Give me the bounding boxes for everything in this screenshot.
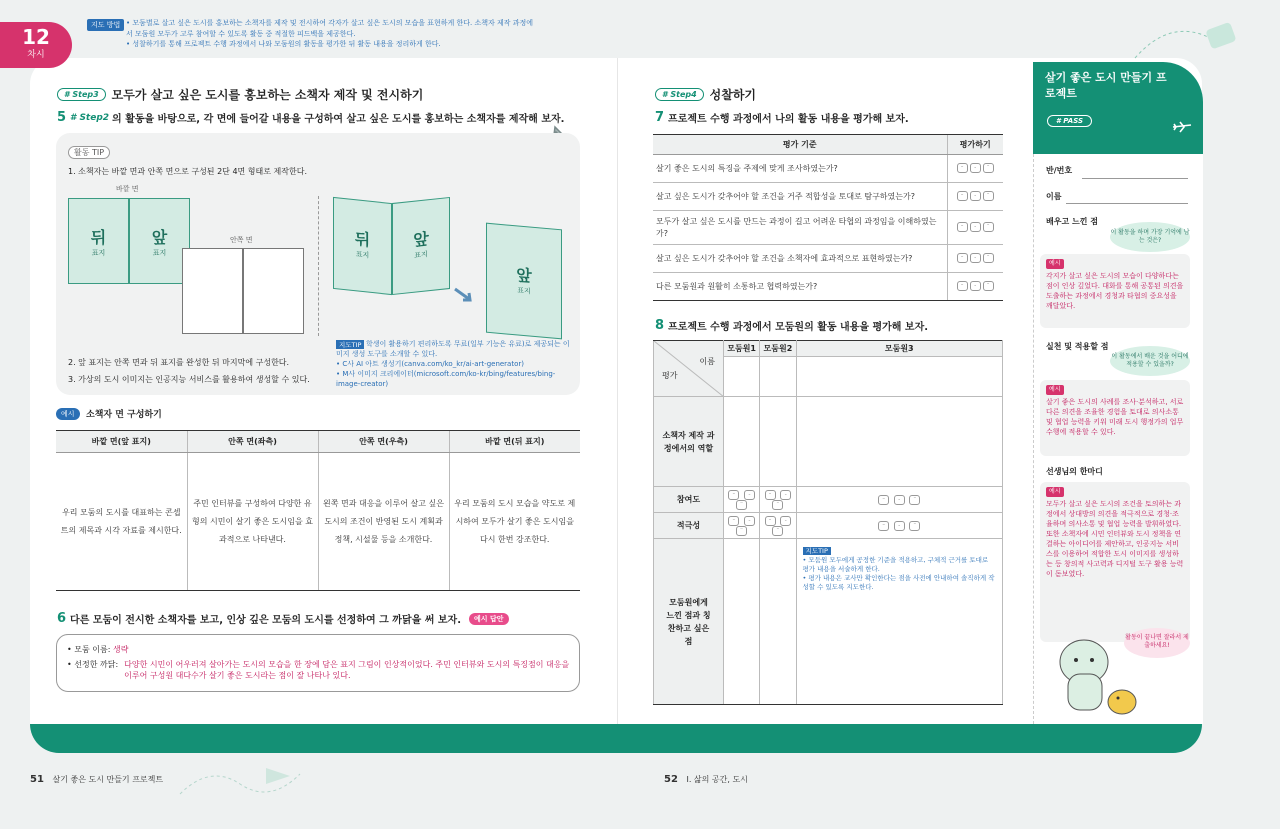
peer-tip-line: • 모둠원 모두에게 공정한 기준을 적용하고, 구체적 근거를 토대로 평가 내용을 서술하게 한다. [802, 556, 989, 573]
left-page-number: 51 [30, 774, 44, 785]
inner-right-diagram [243, 248, 304, 334]
face-icon[interactable]: - [970, 281, 981, 291]
member-name-cell[interactable] [760, 357, 796, 397]
face-icon[interactable]: ᵕ [728, 490, 739, 500]
teacher-tag: 예시 [1046, 487, 1064, 497]
class-input-line[interactable] [1082, 178, 1188, 179]
question-8 [655, 318, 928, 333]
learned-label: 배우고 느낀 점 [1046, 217, 1098, 226]
peer-tip-tag: 지도TIP [803, 547, 831, 555]
tip-line-2: 2. 앞 표지는 안쪽 면과 뒤 표지를 완성한 뒤 마지막에 구성한다. [68, 358, 290, 367]
rating-faces[interactable] [724, 513, 760, 539]
answer-cell[interactable] [760, 539, 796, 705]
q5-step-ref: # Step2 [70, 112, 110, 123]
face-icon[interactable]: - [744, 490, 755, 500]
face-icon[interactable]: ᵔ [983, 281, 994, 291]
practice-tag: 예시 [1046, 385, 1064, 395]
face-icon[interactable]: - [780, 516, 791, 526]
criteria-cell: 살기 좋은 도시의 특징을 주제에 맞게 조사하였는가? [653, 155, 947, 183]
table-cell: 우리 모둠의 도시를 대표하는 콘셉트의 제목과 시각 자료를 제시한다. [56, 453, 187, 591]
face-icon[interactable]: - [970, 163, 981, 173]
face-icon[interactable]: ᵕ [957, 191, 968, 201]
step3-heading [57, 86, 423, 103]
row-header: 소책자 제작 과정에서의 역할 [654, 397, 724, 487]
right-page-number: 52 [664, 774, 678, 785]
footer-left [30, 774, 163, 785]
row-header: 참여도 [654, 487, 724, 513]
face-icon[interactable]: ᵕ [957, 163, 968, 173]
cover-label: 표지 [152, 249, 167, 257]
face-icon[interactable]: - [894, 495, 905, 505]
learned-bubble: 이 활동을 하며 가장 기억에 남는 것은? [1110, 222, 1190, 252]
answer-cell[interactable] [724, 397, 760, 487]
table-header: 안쪽 면(우측) [318, 431, 449, 453]
peer-tip-line: • 평가 내용은 교사만 확인한다는 점을 사전에 안내하여 솔직하게 작성할 수 있도록 지도한다. [802, 574, 995, 591]
member-header: 모둠원1 [724, 341, 760, 357]
back-cover-char: 뒤 [90, 228, 107, 247]
face-icon[interactable]: ᵕ [957, 222, 968, 232]
answer-value: 다양한 시민이 어우러져 살아가는 도시의 모습을 한 장에 담은 표지 그림이 인상적이었다. 주민 인터뷰와 도시의 특징점이 대응을 이루어 구성원 대다수가 살기 좋은 도시라는 점이 잘 나타나 있다. [124, 660, 570, 680]
face-icon[interactable]: ᵔ [983, 163, 994, 173]
q5-number: 5 [57, 110, 67, 125]
table-row [653, 245, 1003, 273]
question-7 [655, 110, 909, 125]
face-icon[interactable]: - [894, 521, 905, 531]
face-icon[interactable]: ᵔ [736, 526, 747, 536]
face-icon[interactable]: ᵕ [878, 521, 889, 531]
lesson-number: 12 [22, 25, 50, 49]
airplane-icon [1172, 120, 1192, 134]
footer-right [664, 774, 748, 785]
tip-line-1: 1. 소책자는 바깥 면과 안쪽 면으로 구성된 2단 4면 형태로 제작한다. [68, 167, 307, 176]
finished-front-char: 앞 [516, 265, 532, 286]
face-icon[interactable]: ᵔ [909, 495, 920, 505]
table-header: 바깥 면(앞 표지) [56, 431, 187, 453]
corner-eval-label: 평가 [662, 371, 678, 380]
face-icon[interactable]: ᵔ [772, 526, 783, 536]
rating-faces[interactable] [947, 183, 1003, 211]
lesson-badge [0, 22, 72, 68]
table-header: 바깥 면(뒤 표지) [449, 431, 580, 453]
step4-heading [655, 86, 756, 103]
answer-label: • 선정한 까닭: [67, 660, 119, 669]
practice-text: 살기 좋은 도시의 사례를 조사·분석하고, 서로 다른 의견을 조율한 경험을 토대로 의사소통 및 협업 능력을 키워 미래 도시 행정가의 업무 수행에 적용할 수 있다. [1046, 398, 1184, 436]
teacher-card [1040, 482, 1190, 642]
guide-text [126, 18, 586, 50]
table-row [654, 397, 1003, 487]
criteria-cell: 모두가 살고 싶은 도시를 만드는 과정이 길고 어려운 타협의 과정임을 이해하였는가? [653, 211, 947, 245]
face-icon[interactable]: - [744, 516, 755, 526]
cover-label: 표지 [91, 249, 106, 257]
face-icon[interactable]: - [970, 253, 981, 263]
table-header: 평가 기준 [653, 135, 947, 155]
name-label: 이름 [1046, 192, 1062, 201]
diagram-divider [318, 196, 319, 336]
practice-label: 실천 및 적용할 점 [1046, 342, 1109, 351]
rating-faces[interactable] [947, 211, 1003, 245]
airplane-doodle-icon [1130, 8, 1240, 68]
q7-number: 7 [655, 110, 665, 125]
member-name-cell[interactable] [724, 357, 760, 397]
face-icon[interactable]: ᵕ [878, 495, 889, 505]
example-title: 소책자 면 구성하기 [86, 410, 162, 420]
folded-front-diagram [392, 197, 450, 295]
face-icon[interactable]: ᵔ [983, 191, 994, 201]
table-row [653, 183, 1003, 211]
q8-text: 프로젝트 수행 과정에서 모둠원의 활동 내용을 평가해 보자. [668, 322, 929, 333]
face-icon[interactable]: ᵔ [736, 500, 747, 510]
folded-back-char: 뒤 [354, 229, 371, 250]
table-row [653, 211, 1003, 245]
answer-value: 생략 [112, 645, 129, 654]
tip-note [336, 339, 570, 389]
answer-label: • 모둠 이름: [67, 645, 111, 654]
table-row [56, 431, 580, 453]
table-row [653, 135, 1003, 155]
face-icon[interactable]: ᵕ [957, 253, 968, 263]
face-icon[interactable]: ᵔ [983, 253, 994, 263]
cover-label: 표지 [355, 250, 370, 260]
class-label: 반/번호 [1046, 166, 1073, 175]
front-cover-diagram [129, 198, 190, 284]
face-icon[interactable]: ᵕ [728, 516, 739, 526]
step4-pill: # Step4 [655, 88, 704, 101]
cover-label: 표지 [517, 286, 531, 296]
tip-note-link: • C사 AI 아트 생성기(canva.com/ko_kr/ai-art-generator) [336, 360, 524, 368]
example-table [56, 430, 580, 591]
rating-faces[interactable] [760, 513, 796, 539]
guide-tag: 지도 방법 [87, 19, 124, 31]
practice-card [1040, 380, 1190, 456]
tip-note-link: image-creator) [336, 380, 389, 388]
teacher-label: 선생님의 한마디 [1046, 467, 1103, 476]
face-icon[interactable]: - [970, 191, 981, 201]
left-page-title: 살기 좋은 도시 만들기 프로젝트 [52, 775, 164, 784]
rating-faces[interactable] [947, 273, 1003, 301]
rating-faces[interactable] [796, 513, 1002, 539]
step3-pill: # Step3 [57, 88, 106, 101]
teacher-text: 모두가 살고 싶은 도시의 조건을 토의하는 과정에서 상대방의 의견을 적극적으로 경청·조율하며 의사소통 및 협업 능력을 발휘하였다. 또한 소책자에 시민 인터뷰와 도시 정책을 연결하는 아이디어를 제안하고, 인공지능 서비스를 이용하여 적합한 도시 이미지를 생성하는 등 창의적 사고력과 디지털 도구 활용 능력이 돋보였다. [1046, 500, 1184, 578]
example-pill: 예시 [56, 408, 80, 420]
peer-evaluation-table [653, 340, 1003, 705]
pass-pill: # PASS [1047, 115, 1092, 127]
guide-line: • 모둠별로 살고 싶은 도시를 홍보하는 소책자를 제작 및 전시하여 각자가 살고 싶은 도시의 모습을 표현하게 한다. 소책자 제작 과정에 [126, 19, 534, 27]
answer-group-name [67, 644, 128, 655]
answer-reason [67, 659, 573, 681]
step3-title: 모두가 살고 싶은 도시를 홍보하는 소책자 제작 및 전시하기 [111, 88, 424, 102]
table-cell: 왼쪽 면과 대응을 이루어 살고 싶은 도시의 조건이 반영된 도시 계획과 정책, 시설물 등을 소개한다. [318, 453, 449, 591]
table-row [654, 487, 1003, 513]
travel-doodle-icon [170, 754, 310, 804]
table-row [653, 155, 1003, 183]
face-icon[interactable]: ᵔ [772, 500, 783, 510]
table-row [56, 453, 580, 591]
row-header: 적극성 [654, 513, 724, 539]
bottom-band [30, 724, 1202, 753]
peer-tip-cell [796, 539, 1002, 705]
table-cell: 주민 인터뷰를 구성하여 다양한 유형의 시민이 살기 좋은 도시임을 효과적으로 나타낸다. [187, 453, 318, 591]
example-answer-pill: 예시 답안 [469, 613, 509, 625]
cover-label: 표지 [414, 250, 428, 260]
self-evaluation-table [653, 134, 1003, 301]
tip-note-text: 학생이 활용하기 편리하도록 무료(일부 기능은 유료)로 제공되는 이미지 생성 도구를 소개할 수 있다. [336, 340, 570, 358]
folded-front-char: 앞 [413, 229, 429, 250]
row-header: 모둠원에게 느낀 점과 칭찬하고 싶은 점 [654, 539, 724, 705]
tip-note-link: • M사 이미지 크리에이터(microsoft.com/ko-kr/bing/features/bing- [336, 370, 556, 378]
page-divider [617, 58, 618, 724]
table-row [653, 273, 1003, 301]
rating-faces[interactable] [724, 487, 760, 513]
step4-title: 성찰하기 [709, 88, 757, 102]
finished-booklet-diagram [486, 223, 562, 340]
criteria-cell: 다른 모둠원과 원활히 소통하고 협력하였는가? [653, 273, 947, 301]
practice-bubble: 이 활동에서 배운 것을 어디에 적용할 수 있을까? [1110, 346, 1190, 376]
table-header: 평가하기 [947, 135, 1003, 155]
name-input-line[interactable] [1066, 203, 1188, 204]
q6-number: 6 [57, 611, 67, 626]
diagonal-line [654, 341, 724, 397]
table-cell: 우리 모둠의 도시 모습을 약도로 제시하여 모두가 살기 좋은 도시임을 다시 한번 강조한다. [449, 453, 580, 591]
learned-tag: 예시 [1046, 259, 1064, 269]
guide-line: 서 모둠원 모두가 고루 참여할 수 있도록 활동 중 적절한 피드백을 제공한다. [126, 29, 356, 38]
table-row [654, 341, 1003, 357]
rating-faces[interactable] [796, 487, 1002, 513]
mascot-bubble: 활동이 끝나면 잘라서 제출하세요! [1124, 628, 1190, 658]
learned-text: 각지가 살고 싶은 도시의 모습이 다양하다는 점이 인상 깊었다. 대화를 통해 공통된 의견을 도출하는 과정에서 경청과 타협의 중요성을 깨달았다. [1046, 272, 1184, 310]
right-page-title: I. 삶의 공간, 도시 [686, 775, 748, 784]
face-icon[interactable]: - [970, 222, 981, 232]
q8-number: 8 [655, 318, 665, 333]
question-5 [57, 110, 564, 125]
inner-left-diagram [182, 248, 243, 334]
outer-face-label: 바깥 면 [116, 185, 139, 193]
tip-note-tag: 지도TIP [336, 340, 364, 349]
criteria-cell: 살고 싶은 도시가 갖추어야 할 조건을 소책자에 효과적으로 표현하였는가? [653, 245, 947, 273]
question-6 [57, 611, 509, 626]
q5-text: 의 활동을 바탕으로, 각 면에 들어갈 내용을 구성하여 살고 싶은 도시를 홍보하는 소책자를 제작해 보자. [112, 114, 565, 125]
guide-line: • 성찰하기를 통해 프로젝트 수행 과정에서 나와 모둠원의 활동을 평가한 뒤 활동 내용을 정리하게 한다. [126, 40, 441, 48]
member-header: 모둠원3 [796, 341, 1002, 357]
q6-text: 다른 모둠이 전시한 소책자를 보고, 인상 깊은 모둠의 도시를 선정하여 그 까닭을 써 보자. [70, 615, 462, 626]
table-row [654, 513, 1003, 539]
answer-cell[interactable] [796, 397, 1002, 487]
tip-line-3: 3. 가상의 도시 이미지는 인공지능 서비스를 활용하여 생성할 수 있다. [68, 375, 310, 384]
face-icon[interactable]: - [780, 490, 791, 500]
table-row [654, 539, 1003, 705]
learned-card [1040, 254, 1190, 328]
inner-face-label: 안쪽 면 [230, 236, 253, 244]
pass-title: 살기 좋은 도시 만들기 프로젝트 [1045, 71, 1167, 100]
lesson-label: 차시 [27, 50, 45, 60]
rating-faces[interactable] [947, 155, 1003, 183]
corner-name-label: 이름 [699, 357, 715, 366]
member-header: 모둠원2 [760, 341, 796, 357]
rating-faces[interactable] [947, 245, 1003, 273]
q7-text: 프로젝트 수행 과정에서 나의 활동 내용을 평가해 보자. [668, 114, 909, 125]
criteria-cell: 살고 싶은 도시가 갖추어야 할 조건을 거주 적합성을 토대로 탐구하였는가? [653, 183, 947, 211]
arrow-icon [452, 286, 476, 304]
activity-tip-pill: 활동 TIP [68, 146, 110, 159]
folded-back-diagram [333, 197, 392, 295]
front-cover-char: 앞 [151, 228, 168, 247]
rating-faces[interactable] [760, 487, 796, 513]
face-icon[interactable]: ᵔ [983, 222, 994, 232]
table-header: 안쪽 면(좌측) [187, 431, 318, 453]
member-name-cell[interactable] [796, 357, 1002, 397]
corner-cell [654, 341, 724, 397]
face-icon[interactable]: ᵕ [765, 516, 776, 526]
face-icon[interactable]: ᵕ [957, 281, 968, 291]
answer-cell[interactable] [760, 397, 796, 487]
face-icon[interactable]: ᵔ [909, 521, 920, 531]
back-cover-diagram [68, 198, 129, 284]
answer-cell[interactable] [724, 539, 760, 705]
face-icon[interactable]: ᵕ [765, 490, 776, 500]
